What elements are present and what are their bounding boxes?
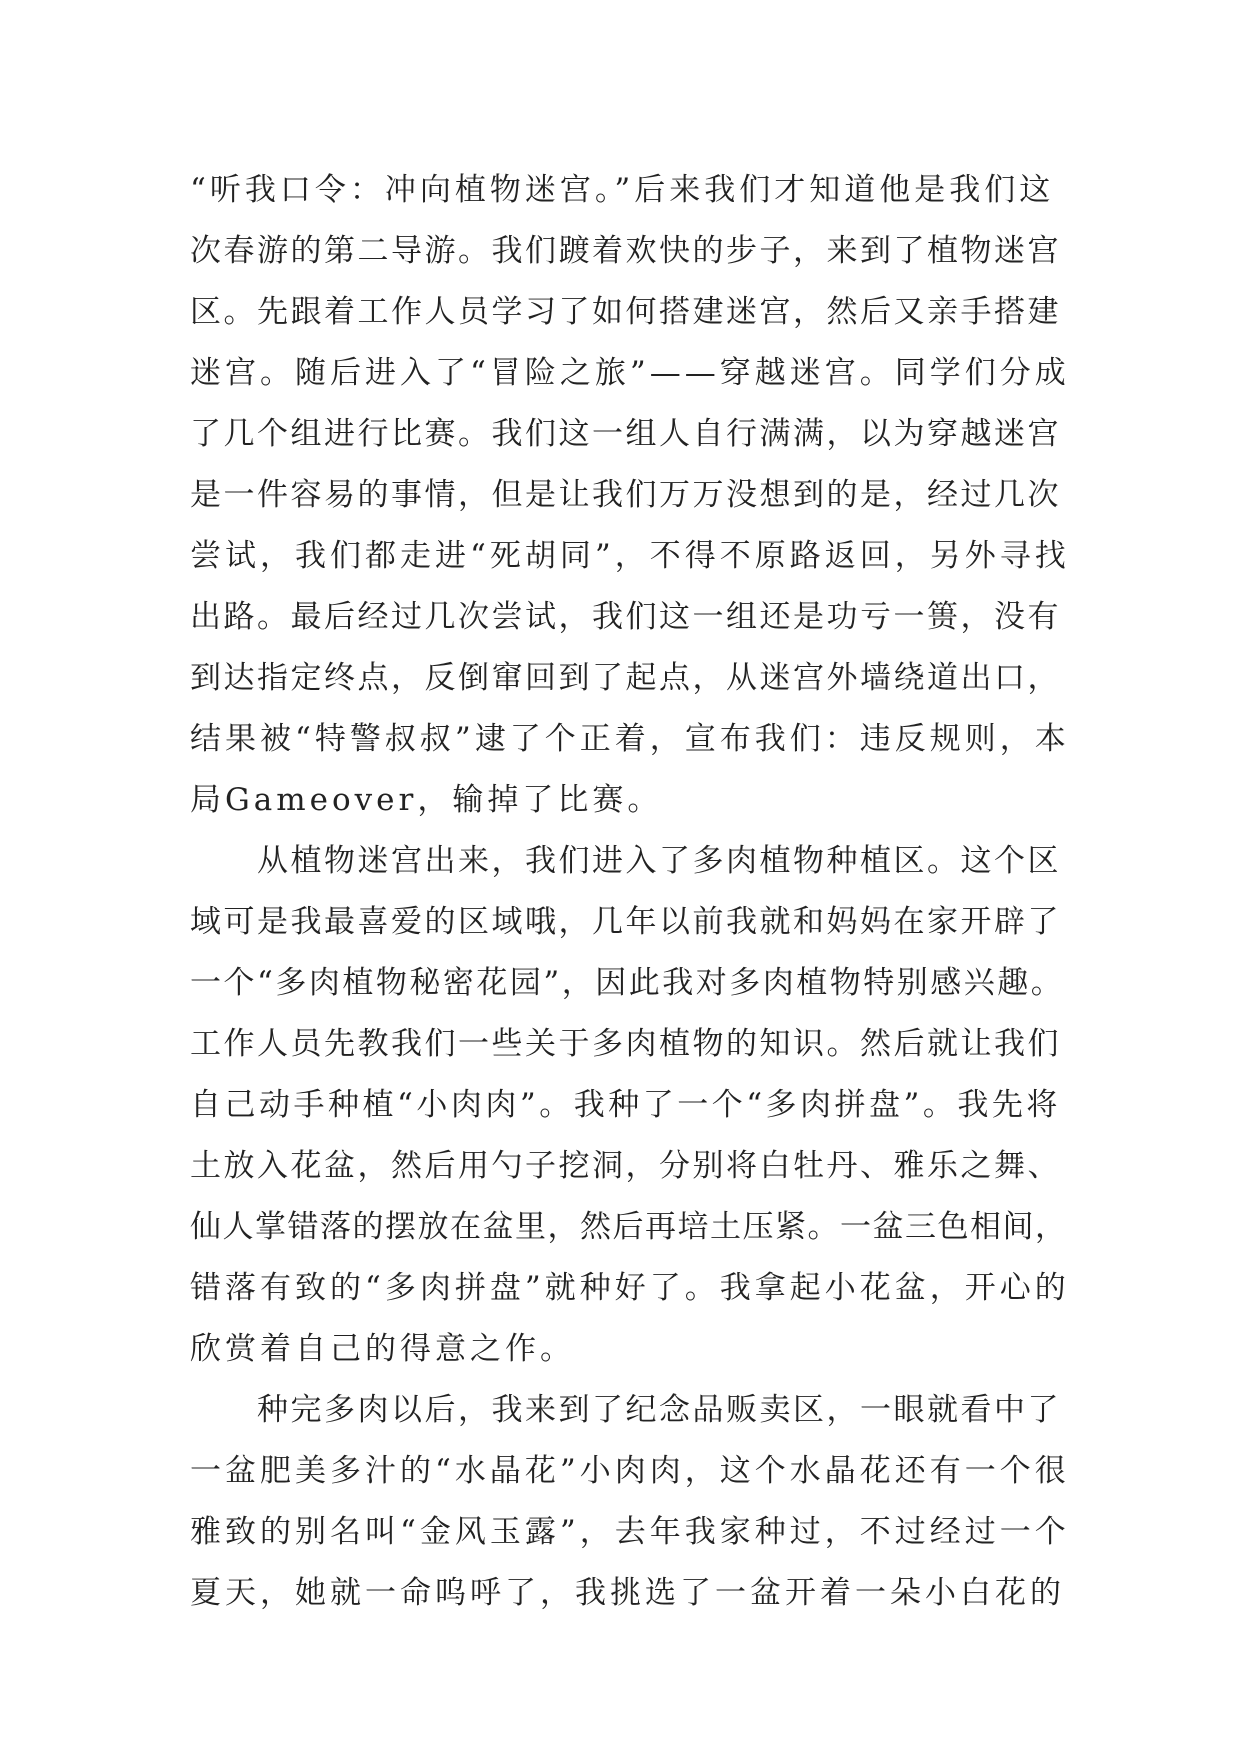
- text-line: 结果被“特警叔叔”逮了个正着，宣布我们：违反规则，本: [190, 721, 1070, 757]
- text-line: “听我口令：冲向植物迷宫。”后来我们才知道他是我们这: [190, 172, 1055, 208]
- text-line: 域可是我最喜爱的区域哦，几年以前我就和妈妈在家开辟了: [190, 904, 1061, 940]
- text-line: 欣赏着自己的得意之作。: [190, 1331, 575, 1367]
- text-line: 到达指定终点，反倒窜回到了起点，从迷宫外墙绕道出口，: [190, 660, 1061, 696]
- text-line: 工作人员先教我们一些关于多肉植物的知识。然后就让我们: [190, 1026, 1061, 1062]
- text-line: 夏天，她就一命呜呼了，我挑选了一盆开着一朵小白花的: [190, 1575, 1065, 1611]
- text-line: 局Gameover，输掉了比赛。: [190, 782, 663, 818]
- text-line: 自己动手种植“小肉肉”。我种了一个“多肉拼盘”。我先将: [190, 1087, 1061, 1123]
- text-line: 区。先跟着工作人员学习了如何搭建迷宫，然后又亲手搭建: [190, 294, 1061, 330]
- text-line: 尝试，我们都走进“死胡同”，不得不原路返回，另外寻找: [190, 538, 1070, 574]
- text-line: 迷宫。随后进入了“冒险之旅”——穿越迷宫。同学们分成: [190, 355, 1070, 391]
- body-text: [190, 160, 1070, 1624]
- text-line: 从植物迷宫出来，我们进入了多肉植物种植区。这个区: [190, 843, 1061, 879]
- text-line: 是一件容易的事情，但是让我们万万没想到的是，经过几次: [190, 477, 1061, 513]
- text-line: 一个“多肉植物秘密花园”，因此我对多肉植物特别感兴趣。: [190, 965, 1065, 1001]
- text-line: 一盆肥美多汁的“水晶花”小肉肉，这个水晶花还有一个很: [190, 1453, 1070, 1489]
- text-line: 土放入花盆，然后用勺子挖洞，分别将白牡丹、雅乐之舞、: [190, 1148, 1061, 1184]
- text-line: 错落有致的“多肉拼盘”就种好了。我拿起小花盆，开心的: [190, 1270, 1070, 1306]
- text-line: 次春游的第二导游。我们踱着欢快的步子，来到了植物迷宫: [190, 233, 1061, 269]
- text-line: 种完多肉以后，我来到了纪念品贩卖区，一眼就看中了: [190, 1392, 1061, 1428]
- text-line: 了几个组进行比赛。我们这一组人自行满满，以为穿越迷宫: [190, 416, 1061, 452]
- text-line: 雅致的别名叫“金风玉露”，去年我家种过，不过经过一个: [190, 1514, 1070, 1550]
- text-line: 仙人掌错落的摆放在盆里，然后再培土压紧。一盆三色相间，: [190, 1209, 1068, 1245]
- text-line: 出路。最后经过几次尝试，我们这一组还是功亏一篑，没有: [190, 599, 1061, 635]
